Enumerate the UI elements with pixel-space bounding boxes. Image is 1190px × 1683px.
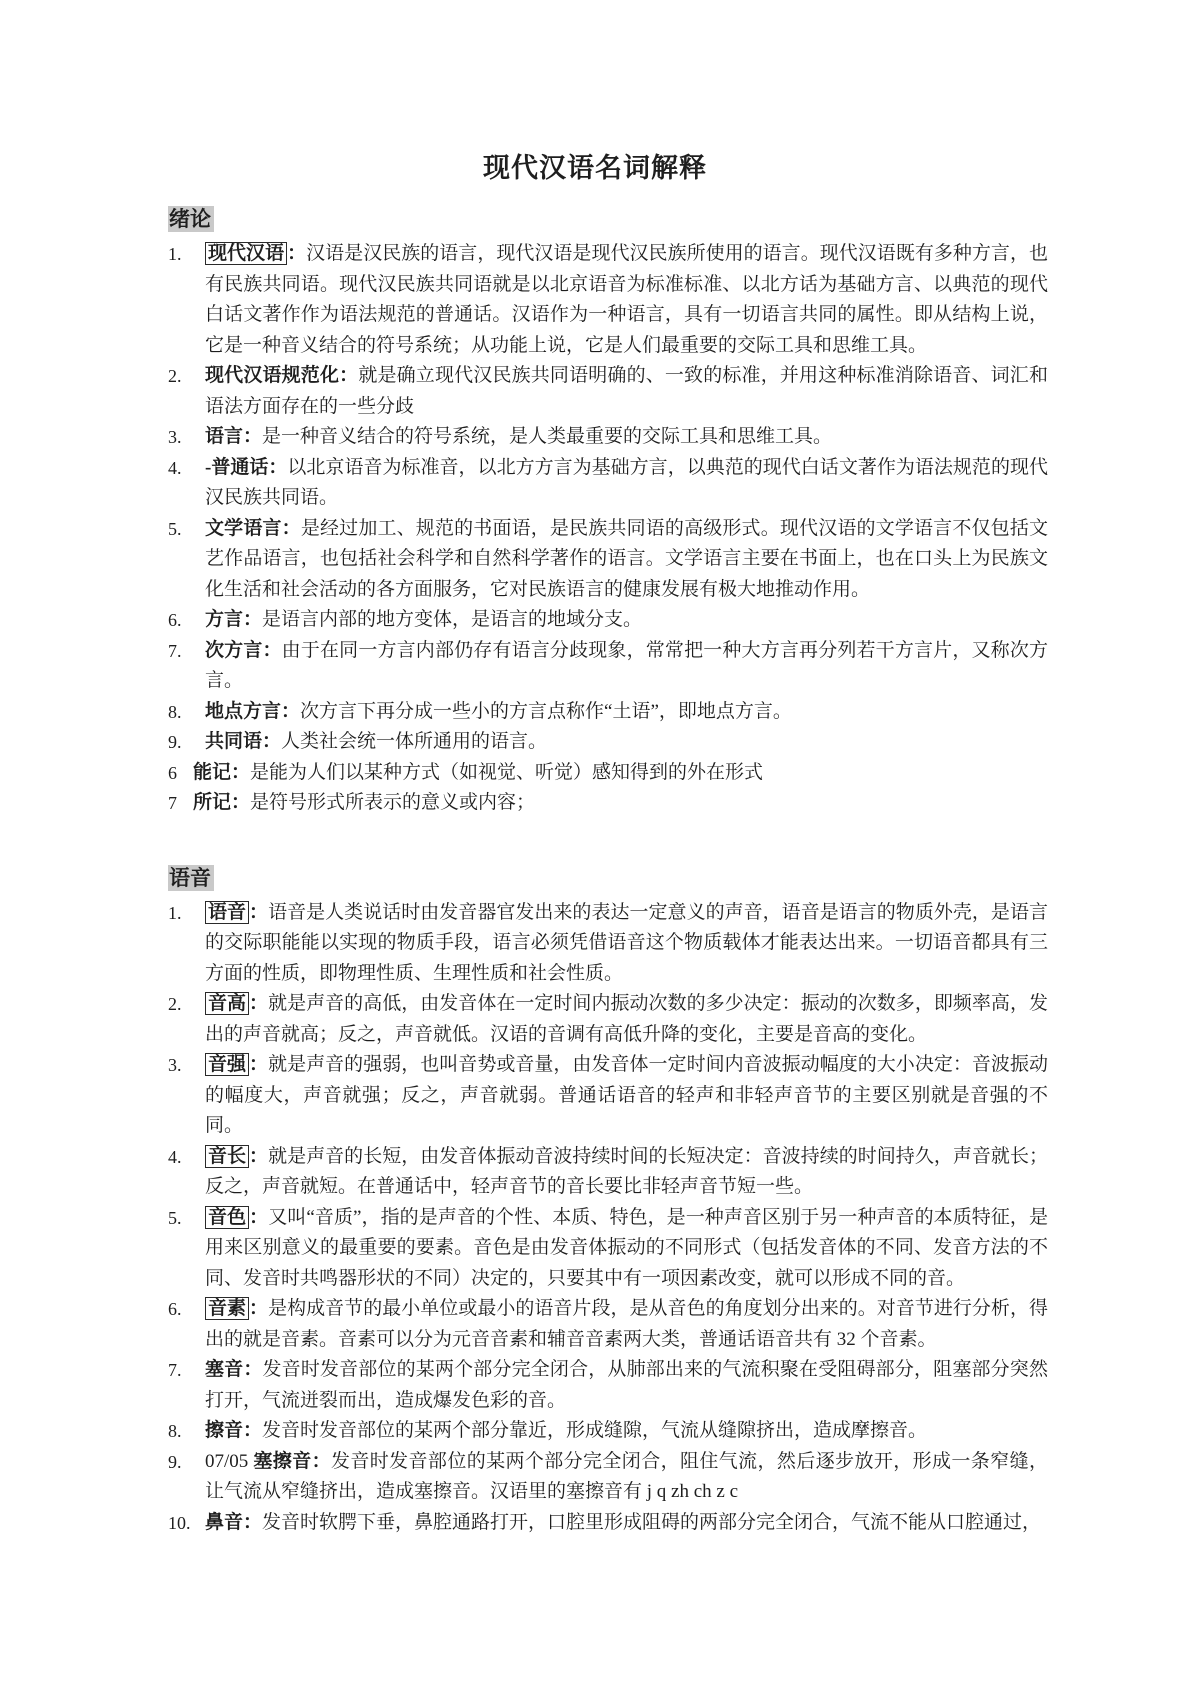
term-colon: ： — [249, 1145, 269, 1167]
item-content — [205, 605, 1048, 636]
definition-item — [168, 788, 1048, 819]
definition-item — [168, 1050, 1048, 1142]
item-content — [193, 758, 1048, 789]
term-colon: ： — [311, 1450, 331, 1472]
term-colon: ： — [243, 1420, 263, 1441]
definition-item — [168, 453, 1048, 514]
definition-item — [168, 1203, 1048, 1295]
definition-text: 就是声音的高低，由发音体在一定时间内振动次数的多少决定：振动的次数多，即频率高，发出的声音就高；反之，声音就低。汉语的音调有高低升降的变化，主要是音高的变化。 — [205, 993, 1048, 1045]
term-label: 语音 — [205, 901, 249, 924]
definition-text: 是符号形式所表示的意义或内容； — [250, 792, 536, 813]
definition-text: 汉语是汉民族的语言，现代汉语是现代汉民族所使用的语言。现代汉语既有多种方言，也有民族共同语。现代汉民族共同语就是以北京语音为标准标准、以北方话为基础方言、以典范的现代白话文著作作为语法规范的普通话。汉语作为一种语言，具有一切语言共同的属性。即从结构上说，它是一种音义结合的符号系统；从功能上说，它是人们最重要的交际工具和思维工具。 — [205, 243, 1048, 356]
term-label: 擦音 — [205, 1420, 244, 1441]
item-number: 6. — [168, 1299, 182, 1319]
term-colon: ： — [231, 792, 251, 813]
item-number: 7. — [168, 1360, 182, 1380]
term-label: 音高 — [205, 992, 249, 1015]
term-label: -普通话 — [205, 456, 269, 478]
term-colon: ： — [287, 243, 307, 264]
item-content — [205, 1050, 1048, 1142]
definition-item — [168, 697, 1048, 728]
definition-item — [168, 636, 1048, 697]
definition-item — [168, 422, 1048, 453]
item-prefix: 07/05 — [205, 1450, 254, 1472]
term-colon: ： — [262, 639, 282, 661]
item-number: 6 — [168, 762, 177, 783]
term-label: 方言 — [205, 609, 244, 630]
item-content — [205, 989, 1048, 1050]
definition-text: 发音时软腭下垂，鼻腔通路打开，口腔里形成阻碍的两部分完全闭合，气流不能从口腔通过， — [262, 1511, 1042, 1533]
term-colon: ： — [281, 517, 301, 539]
item-number: 9. — [168, 1451, 182, 1472]
term-colon: ： — [249, 901, 269, 923]
term-label: 音长 — [205, 1145, 249, 1168]
term-colon: ： — [231, 761, 251, 783]
term-label: 次方言 — [205, 639, 263, 661]
definition-text: 人类社会统一体所通用的语言。 — [281, 731, 548, 752]
term-label: 塞擦音 — [253, 1450, 312, 1472]
item-content — [193, 788, 1048, 819]
definition-item — [168, 758, 1048, 789]
item-number: 1. — [168, 902, 182, 923]
definition-text: 发音时发音部位的某两个部分靠近，形成缝隙，气流从缝隙挤出，造成摩擦音。 — [262, 1420, 928, 1441]
term-colon: ： — [268, 456, 288, 478]
definition-item — [168, 1416, 1048, 1447]
item-number: 8. — [168, 1421, 182, 1441]
term-label: 现代汉语规范化 — [205, 365, 340, 386]
section-heading: 语音 — [168, 865, 214, 891]
item-content — [205, 1416, 1048, 1447]
definition-text: 次方言下再分成一些小的方言点称作“土语”，即地点方言。 — [300, 700, 792, 722]
item-number: 9. — [168, 732, 182, 752]
definition-item — [168, 361, 1048, 422]
definition-list — [168, 239, 1048, 819]
term-colon: ： — [281, 700, 301, 722]
term-colon: ： — [243, 1359, 263, 1380]
term-label: 能记 — [193, 761, 232, 783]
definition-text: 发音时发音部位的某两个部分完全闭合，阻住气流，然后逐步放开，形成一条窄缝，让气流从窄缝挤出，造成塞擦音。汉语里的塞擦音有 j q zh ch z c — [205, 1450, 1048, 1502]
definition-text: 发音时发音部位的某两个部分完全闭合，从肺部出来的气流积聚在受阻碍部分，阻塞部分突然打开，气流迸裂而出，造成爆发色彩的音。 — [205, 1359, 1048, 1411]
term-colon: ： — [249, 993, 269, 1014]
term-colon: ： — [243, 426, 263, 447]
term-colon: ： — [243, 1511, 263, 1533]
item-content — [205, 1294, 1048, 1355]
term-colon: ： — [249, 1206, 269, 1228]
sections-container — [168, 206, 1048, 1538]
item-content — [205, 1355, 1048, 1416]
definition-item — [168, 1355, 1048, 1416]
term-colon: ： — [249, 1054, 269, 1075]
term-colon: ： — [262, 731, 282, 752]
definition-item — [168, 514, 1048, 606]
definition-text: 就是声音的长短，由发音体振动音波持续时间的长短决定：音波持续的时间持久，声音就长；反之，声音就短。在普通话中，轻声音节的音长要比非轻声音节短一些。 — [205, 1145, 1048, 1197]
term-label: 音素 — [205, 1297, 249, 1320]
item-number: 4. — [168, 457, 182, 478]
item-number: 3. — [168, 427, 182, 447]
definition-item — [168, 898, 1048, 990]
item-number: 4. — [168, 1146, 182, 1167]
item-number: 7 — [168, 793, 177, 813]
term-label: 鼻音 — [205, 1511, 244, 1533]
item-content — [205, 727, 1048, 758]
definition-list — [168, 898, 1048, 1539]
definition-item — [168, 1142, 1048, 1203]
section — [168, 206, 1048, 819]
item-number: 5. — [168, 1207, 182, 1228]
definition-item — [168, 605, 1048, 636]
item-number: 3. — [168, 1055, 182, 1075]
definition-item — [168, 1508, 1048, 1539]
item-number: 2. — [168, 366, 182, 386]
term-colon: ： — [249, 1298, 269, 1319]
definition-text: 就是声音的强弱，也叫音势或音量，由发音体一定时间内音波振动幅度的大小决定：音波振动的幅度大，声音就强；反之，声音就弱。普通话语音的轻声和非轻声音节的主要区别就是音强的不同。 — [205, 1054, 1048, 1136]
term-label: 语言 — [205, 426, 244, 447]
item-content — [205, 697, 1048, 728]
item-content — [205, 422, 1048, 453]
term-label: 共同语 — [205, 731, 263, 752]
term-label: 地点方言 — [205, 700, 282, 722]
section-heading: 绪论 — [168, 206, 214, 232]
definition-item — [168, 1294, 1048, 1355]
definition-text: 是语言内部的地方变体，是语言的地域分支。 — [262, 609, 643, 630]
term-colon: ： — [339, 365, 359, 386]
term-label: 音色 — [205, 1206, 249, 1229]
term-label: 文学语言 — [205, 517, 282, 539]
item-number: 7. — [168, 640, 182, 661]
item-number: 5. — [168, 518, 182, 539]
definition-text: 由于在同一方言内部仍存有语言分歧现象，常常把一种大方言再分列若干方言片，又称次方言。 — [205, 639, 1048, 691]
term-colon: ： — [243, 609, 263, 630]
definition-text: 语音是人类说话时由发音器官发出来的表达一定意义的声音，语音是语言的物质外壳，是语言的交际职能能以实现的物质手段，语言必须凭借语音这个物质载体才能表达出来。一切语音都具有三方面的性质，即物理性质、生理性质和社会性质。 — [205, 901, 1048, 984]
definition-item — [168, 1447, 1048, 1508]
definition-text: 是经过加工、规范的书面语，是民族共同语的高级形式。现代汉语的文学语言不仅包括文艺作品语言，也包括社会科学和自然科学著作的语言。文学语言主要在书面上，也在口头上为民族文化生活和社会活动的各方面服务，它对民族语言的健康发展有极大地推动作用。 — [205, 517, 1048, 600]
section — [168, 865, 1048, 1539]
item-content — [205, 1447, 1048, 1508]
item-number: 1. — [168, 244, 182, 264]
item-content — [205, 239, 1048, 361]
definition-text: 就是确立现代汉民族共同语明确的、一致的标准，并用这种标准消除语音、词汇和语法方面存在的一些分歧 — [205, 365, 1048, 417]
item-number: 6. — [168, 610, 182, 630]
term-label: 塞音 — [205, 1359, 244, 1380]
item-number: 10. — [168, 1512, 191, 1533]
item-number: 2. — [168, 994, 182, 1014]
item-content — [205, 361, 1048, 422]
term-label: 音强 — [205, 1053, 249, 1076]
definition-item — [168, 989, 1048, 1050]
item-content — [205, 514, 1048, 606]
item-number: 8. — [168, 701, 182, 722]
term-label: 所记 — [193, 792, 232, 813]
definition-item — [168, 727, 1048, 758]
definition-text: 是构成音节的最小单位或最小的语音片段，是从音色的角度划分出来的。对音节进行分析，得出的就是音素。音素可以分为元音音素和辅音音素两大类，普通话语音共有 32 个音素。 — [205, 1298, 1048, 1350]
definition-item — [168, 239, 1048, 361]
definition-text: 以北京语音为标准音，以北方方言为基础方言，以典范的现代白话文著作为语法规范的现代汉民族共同语。 — [205, 456, 1048, 508]
term-label: 现代汉语 — [205, 242, 287, 265]
definition-text: 是能为人们以某种方式（如视觉、听觉）感知得到的外在形式 — [250, 761, 764, 783]
item-content — [205, 1142, 1048, 1203]
item-content — [205, 453, 1048, 514]
definition-text: 又叫“音质”，指的是声音的个性、本质、特色，是一种声音区别于另一种声音的本质特征，是用来区别意义的最重要的要素。音色是由发音体振动的不同形式（包括发音体的不同、发音方法的不同、发音时共鸣器形状的不同）决定的，只要其中有一项因素改变，就可以形成不同的音。 — [205, 1206, 1048, 1289]
item-content — [205, 1508, 1048, 1539]
item-content — [205, 1203, 1048, 1295]
item-content — [205, 898, 1048, 990]
item-content — [205, 636, 1048, 697]
definition-text: 是一种音义结合的符号系统，是人类最重要的交际工具和思维工具。 — [262, 426, 833, 447]
page-title: 现代汉语名词解释 — [483, 153, 707, 183]
